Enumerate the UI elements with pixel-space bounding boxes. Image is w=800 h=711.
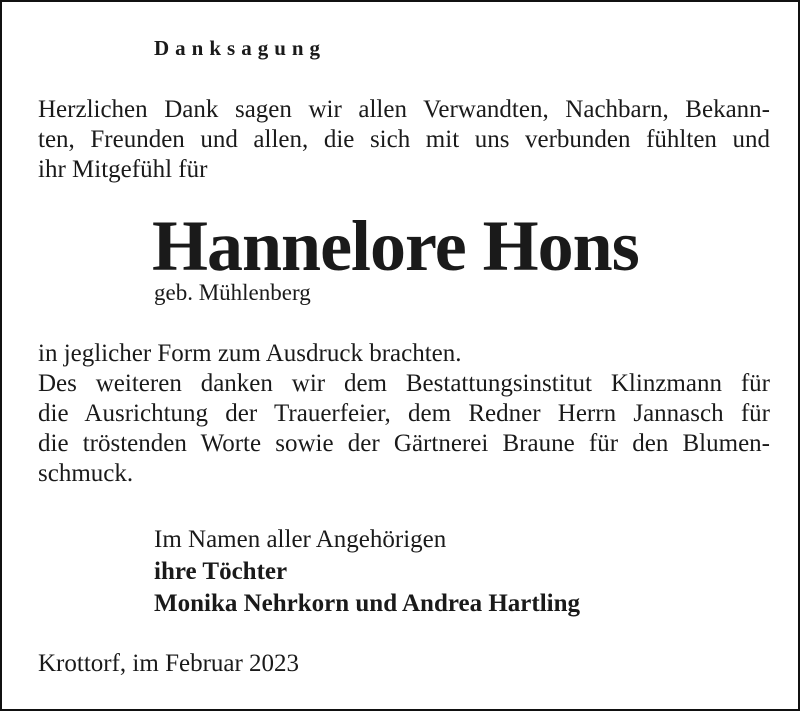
deceased-name: Hannelore Hons: [152, 206, 639, 286]
signature-names: Monika Nehrkorn und Andrea Hartling: [154, 590, 581, 617]
body-line: die Ausrichtung der Trauerfeier, dem Redner Herrn Jannasch für: [38, 400, 770, 427]
intro-line: Herzlichen Dank sagen wir allen Verwandten, Nachbarn, Bekann-: [38, 96, 770, 123]
notice-heading: Danksagung: [154, 36, 327, 60]
place-date: Krottorf, im Februar 2023: [38, 650, 300, 677]
body-line: schmuck.: [38, 460, 134, 487]
signature-on-behalf: Im Namen aller Angehörigen: [154, 526, 447, 553]
body-line: Des weiteren danken wir dem Bestattungsinstitut Klinzmann für: [38, 370, 770, 397]
intro-line: ihr Mitgefühl für: [38, 156, 208, 183]
intro-line: ten, Freunden und allen, die sich mit uns verbunden fühlten und: [38, 126, 770, 153]
signature-relation: ihre Töchter: [154, 558, 288, 585]
signature-block: [154, 524, 580, 620]
body-paragraph: [38, 339, 770, 489]
intro-paragraph: [38, 95, 770, 185]
maiden-name: geb. Mühlenberg: [154, 280, 311, 305]
body-line: in jeglicher Form zum Ausdruck brachten.: [38, 340, 462, 367]
body-line: die tröstenden Worte sowie der Gärtnerei Braune für den Blumen-: [38, 430, 770, 457]
